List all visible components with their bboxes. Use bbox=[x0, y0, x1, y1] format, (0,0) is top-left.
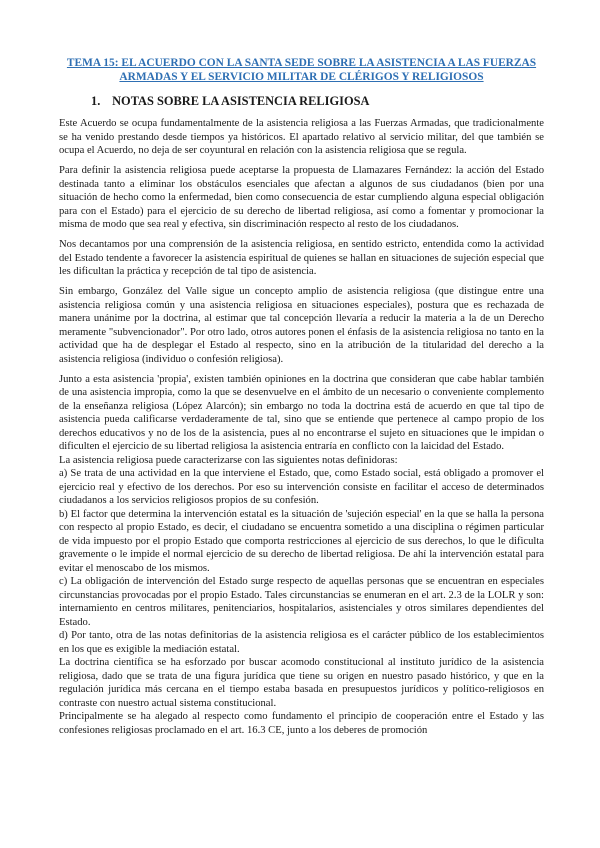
paragraph: La asistencia religiosa puede caracterizarse con las siguientes notas definidoras: bbox=[59, 454, 398, 466]
document-title: TEMA 15: EL ACUERDO CON LA SANTA SEDE SOBRE LA ASISTENCIA A LAS FUERZAS ARMADAS Y EL SERVICIO MILITAR DE CLÉRIGOS Y RELIGIOSOS bbox=[66, 57, 537, 83]
list-item: b) El factor que determina la intervención estatal es la situación de 'sujeción especial' en la que se halla la persona con respecto al propio Estado, es decir, el ciudadano se encuentra sometido a una disciplina o régimen particular de vida impuesto por el propio Estado que comporta restricciones al ejercicio de sus derechos, lo que le dificulta gravemente o le impide el normal ejercicio de su derecho de libertad religiosa. De ahí la intervención estatal para evitar el menoscabo de los mismos. bbox=[59, 508, 544, 574]
section-number: 1. bbox=[91, 94, 101, 108]
paragraph: Este Acuerdo se ocupa fundamentalmente de la asistencia religiosa a las Fuerzas Armadas, que tradicionalmente se ha venido prestando desde tiempos ya históricos. El apartado relativo al servicio militar, del que también se ocupa el Acuerdo, no deja de ser coyuntural en relación con la asistencia religiosa que se regula. bbox=[59, 118, 544, 156]
section-title: NOTAS SOBRE LA ASISTENCIA RELIGIOSA bbox=[112, 94, 370, 108]
list-item: a) Se trata de una actividad en la que interviene el Estado, que, como Estado social, está obligado a promover el ejercicio real y efectivo de los derechos. Por eso su intervención consiste en facilitar el acceso de determinados ciudadanos a los servicios religiosos propios de su confesión. bbox=[59, 468, 544, 506]
paragraph: Para definir la asistencia religiosa puede aceptarse la propuesta de Llamazares Fernández: la acción del Estado destinada tanto a eliminar los obstáculos esenciales que afectan a algunos de sus ciudadanos (bien por una situación de hecho como la enfermedad, bien como consecuencia de estar cumpliendo alguna especial obligación para con el Estado) para el ejercicio de su derecho de libertad religiosa, así como a fomentar y promocionar la misma de modo que sea real y efectiva, sin discriminación respecto al resto de los ciudadanos. bbox=[59, 165, 544, 230]
paragraph: La doctrina científica se ha esforzado por buscar acomodo constitucional al instituto jurídico de la asistencia religiosa, dado que se trata de una figura jurídica que tiene su origen en nuestro pasado histórico, y que en la regulación jurídica más cercana en el tiempo estaba basada en presupuestos jurídicos y político-religiosos en contraste con nuestro actual sistema constitucional. bbox=[59, 657, 544, 709]
list-item: c) La obligación de intervención del Estado surge respecto de aquellas personas que se encuentran en especiales circunstancias provocadas por el propio Estado. Tales circunstancias se enumeran en el art. 2.3 de la LOLR y son: internamiento en centros militares, penitenciarios, hospitalarios, asistenciales y otros similares dependientes del Estado. bbox=[59, 576, 544, 628]
paragraph: Junto a esta asistencia 'propia', existen también opiniones en la doctrina que consideran que cabe hablar también de una asistencia impropia, como la que se desenvuelve en el ámbito de un necesario o conveniente complemento de la enseñanza religiosa (López Alarcón); sin embargo no toda la doctrina está de acuerdo en que tal tipo de asistencia pueda calificarse verdaderamente de tal, sino que se entiende que pertenece al campo propio de los derechos educativos y no de los de la asistencia, pues al no encontrarse el sujeto en situaciones que le impidan o dificulten el ejercicio de su libertad religiosa la asistencia entraría en conflicto con la laicidad del Estado. bbox=[59, 373, 544, 452]
list-item: d) Por tanto, otra de las notas definitorias de la asistencia religiosa es el carácter público de los establecimientos en los que es exigible la mediación estatal. bbox=[59, 630, 544, 655]
paragraph: Principalmente se ha alegado al respecto como fundamento el principio de cooperación entre el Estado y las confesiones religiosas proclamado en el art. 16.3 CE, junto a los deberes de promoción bbox=[59, 711, 544, 736]
section-heading bbox=[91, 94, 544, 109]
paragraph: Sin embargo, González del Valle sigue un concepto amplio de asistencia religiosa (que distingue entre una asistencia religiosa común y una asistencia religiosa en situaciones especiales), postura que es rechazada de manera unánime por la doctrina, al estimar que tal concepción llevaría a reducir la materia a la de un Derecho meramente "subvencionador". Por otro lado, otros autores ponen el énfasis de la asistencia religiosa no tanto en la actividad que ha de desplegar el Estado al respecto, sino en la atribución de la titularidad del derecho a la asistencia religiosa (individuo o confesión religiosa). bbox=[59, 286, 544, 365]
paragraph: Nos decantamos por una comprensión de la asistencia religiosa, en sentido estricto, entendida como la actividad del Estado tendente a favorecer la asistencia espiritual de quienes se hallan en situaciones de sujeción especial que les dificultan la práctica y recepción de tal tipo de asistencia. bbox=[59, 239, 544, 277]
